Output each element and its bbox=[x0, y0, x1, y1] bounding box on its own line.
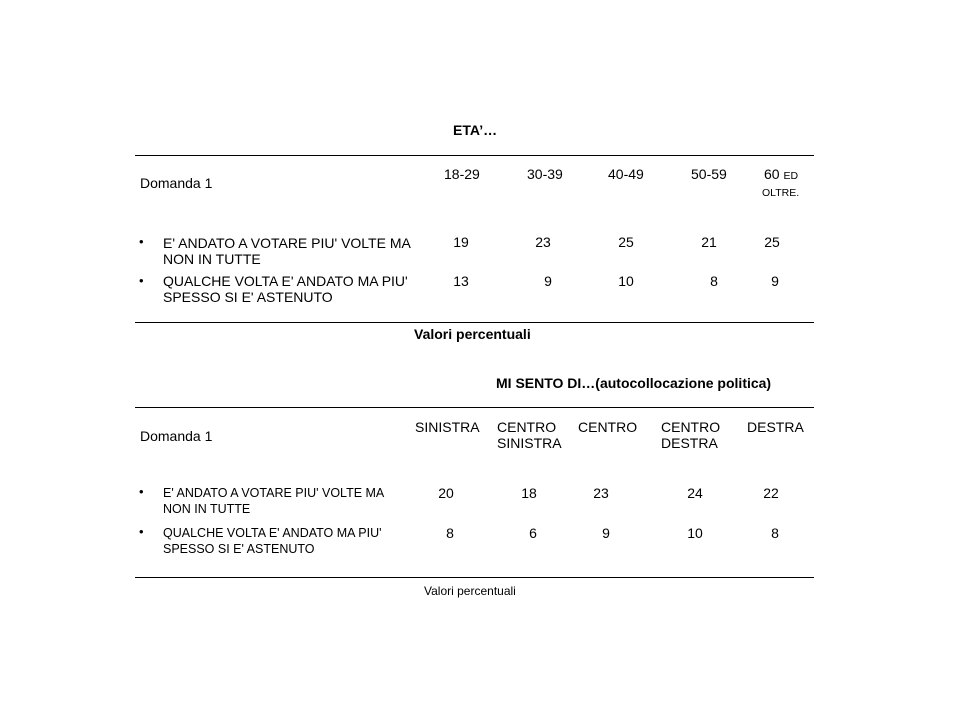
table2-row2-bullet: • bbox=[139, 524, 144, 539]
table1-title: ETA’… bbox=[453, 122, 498, 138]
table2-row2-val5: 8 bbox=[771, 525, 779, 541]
table2-row2-val3: 9 bbox=[602, 525, 610, 541]
table2-col-header-1: SINISTRA bbox=[415, 419, 480, 435]
table1-row2-val5: 9 bbox=[771, 273, 779, 289]
table2-col-header-5: DESTRA bbox=[747, 419, 804, 435]
table1-row1-label: E' ANDATO A VOTARE PIU' VOLTE MA NON IN TUTTE bbox=[163, 235, 411, 267]
table1-row1-val1: 19 bbox=[453, 234, 469, 250]
table1-col-header-5-main: 60 bbox=[764, 166, 780, 182]
table1-row2-val2: 9 bbox=[544, 273, 552, 289]
table2-row1-val5: 22 bbox=[763, 485, 779, 501]
table1-row1-val4: 21 bbox=[701, 234, 717, 250]
table2-title: MI SENTO DI…(autocollocazione politica) bbox=[496, 375, 772, 391]
table1-col-header-5-suffix2: OLTRE. bbox=[762, 187, 800, 199]
table1-col-header-3: 40-49 bbox=[608, 166, 644, 182]
table2-row2-val2: 6 bbox=[529, 525, 537, 541]
table1-row2-val1: 13 bbox=[453, 273, 469, 289]
table2-row2-label: QUALCHE VOLTA E' ANDATO MA PIU' SPESSO SI E' ASTENUTO bbox=[163, 526, 382, 556]
table2-row1-val2: 18 bbox=[521, 485, 537, 501]
table2-note: Valori percentuali bbox=[424, 584, 516, 598]
table1-row-header: Domanda 1 bbox=[140, 175, 213, 191]
table2-row-header: Domanda 1 bbox=[140, 428, 213, 444]
table2-row1-val4: 24 bbox=[687, 485, 703, 501]
table2-row1-val3: 23 bbox=[593, 485, 609, 501]
table2-row1-label: E' ANDATO A VOTARE PIU' VOLTE MA NON IN TUTTE bbox=[163, 486, 384, 516]
table1-col-header-5-suffix: ED bbox=[783, 170, 799, 182]
table1-row2-val4: 8 bbox=[710, 273, 718, 289]
table2-top-rule bbox=[135, 407, 814, 408]
table1-col-header-2: 30-39 bbox=[527, 166, 563, 182]
table1-top-rule bbox=[135, 155, 814, 156]
table2-row2-val1: 8 bbox=[446, 525, 454, 541]
table1-row2-val3: 10 bbox=[618, 273, 634, 289]
table1-row1-val3: 25 bbox=[618, 234, 634, 250]
table1-col-header-1: 18-29 bbox=[444, 166, 480, 182]
table1-bottom-rule bbox=[135, 322, 814, 323]
table1-note: Valori percentuali bbox=[414, 326, 531, 342]
table2-col-header-2: CENTRO SINISTRA bbox=[497, 419, 562, 451]
table2-col-header-3: CENTRO bbox=[578, 419, 638, 435]
table2-row1-bullet: • bbox=[139, 484, 144, 499]
table1-row2-label: QUALCHE VOLTA E' ANDATO MA PIU' SPESSO SI E' ASTENUTO bbox=[163, 273, 408, 305]
table1-row1-bullet: • bbox=[139, 234, 144, 249]
table2-col-header-4: CENTRO DESTRA bbox=[661, 419, 721, 451]
table2-row1-val1: 20 bbox=[438, 485, 454, 501]
table2-bottom-rule bbox=[135, 577, 814, 578]
table1-col-header-4: 50-59 bbox=[691, 166, 727, 182]
table1-row2-bullet: • bbox=[139, 273, 144, 288]
table2-row2-val4: 10 bbox=[687, 525, 703, 541]
table1-row1-val2: 23 bbox=[535, 234, 551, 250]
table1-col-header-5 bbox=[764, 166, 798, 184]
table1-row1-val5: 25 bbox=[764, 234, 780, 250]
